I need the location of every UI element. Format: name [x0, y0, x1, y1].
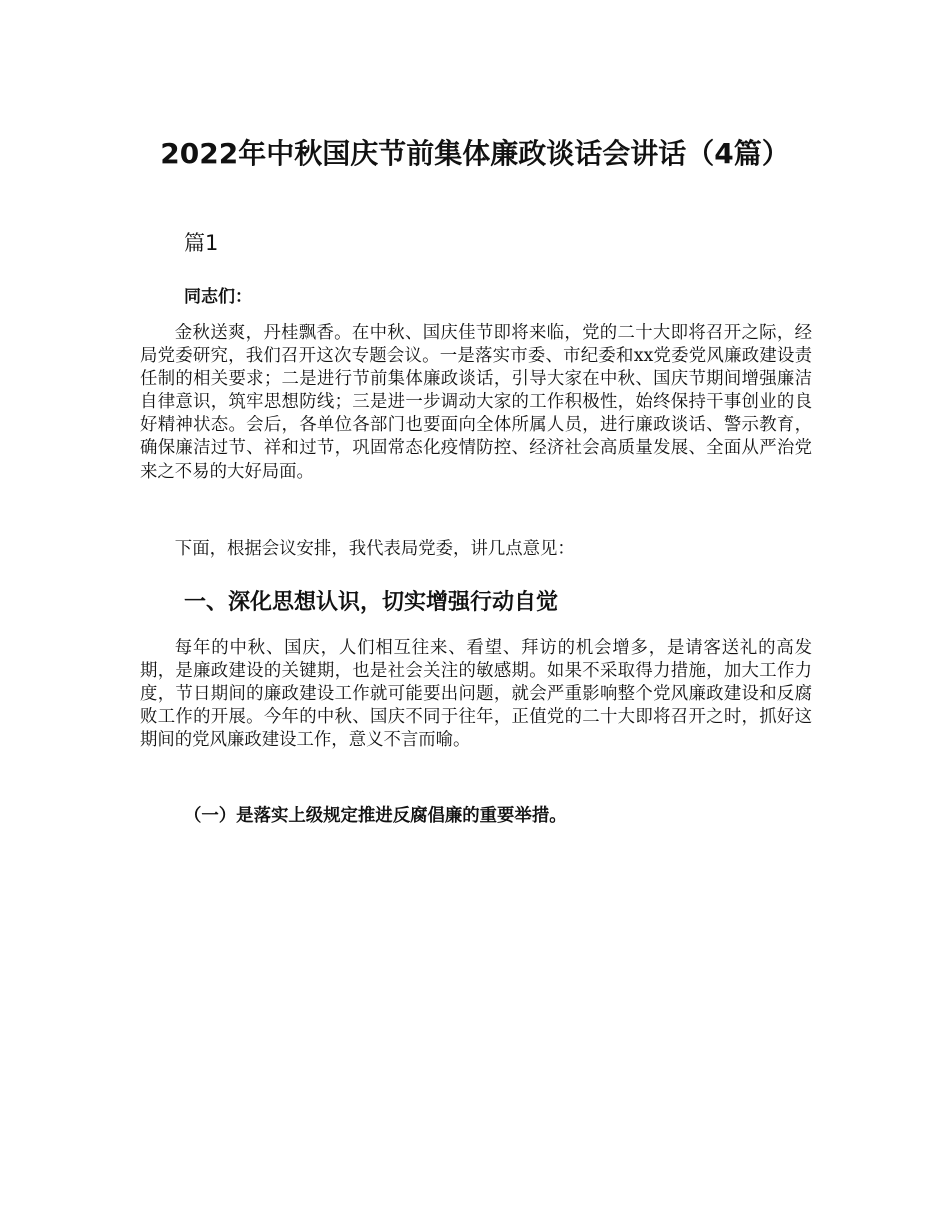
body-paragraph: 金秋送爽，丹桂飘香。在中秋、国庆佳节即将来临，党的二十大即将召开之际，经局党委研究，我们召开这次专题会议。一是落实市委、市纪委和xx党委党风廉政建设责任制的相关要求；二是进行节前集体廉政谈话，引导大家在中秋、国庆节期间增强廉洁自律意识，筑牢思想防线；三是进一步调动大家的工作积极性，始终保持干事创业的良好精神状态。会后，各单位各部门也要面向全体所属人员，进行廉政谈话、警示教育，确保廉洁过节、祥和过节，巩固常态化疫情防控、经济社会高质量发展、全面从严治党来之不易的大好局面。: [140, 323, 812, 482]
body-paragraph: 每年的中秋、国庆，人们相互往来、看望、拜访的机会增多，是请客送礼的高发期，是廉政建设的关键期，也是社会关注的敏感期。如果不采取得力措施，加大工作力度，节日期间的廉政建设工作就可能要出问题，就会严重影响整个党风廉政建设和反腐败工作的开展。今年的中秋、国庆不同于往年，正值党的二十大即将召开之时，抓好这期间的党风廉政建设工作，意义不言而喻。: [140, 638, 812, 751]
body-paragraph: 下面，根据会议安排，我代表局党委，讲几点意见：: [174, 539, 575, 559]
section-heading: 一、深化思想认识，切实增强行动自觉: [184, 590, 559, 615]
salutation: 同志们：: [184, 287, 252, 307]
subsection-heading: （一）是落实上级规定推进反腐倡廉的重要举措。: [184, 806, 567, 826]
document-title: 2022年中秋国庆节前集体廉政谈话会讲话（4篇）: [160, 137, 790, 170]
section-label: 篇1: [184, 231, 219, 255]
